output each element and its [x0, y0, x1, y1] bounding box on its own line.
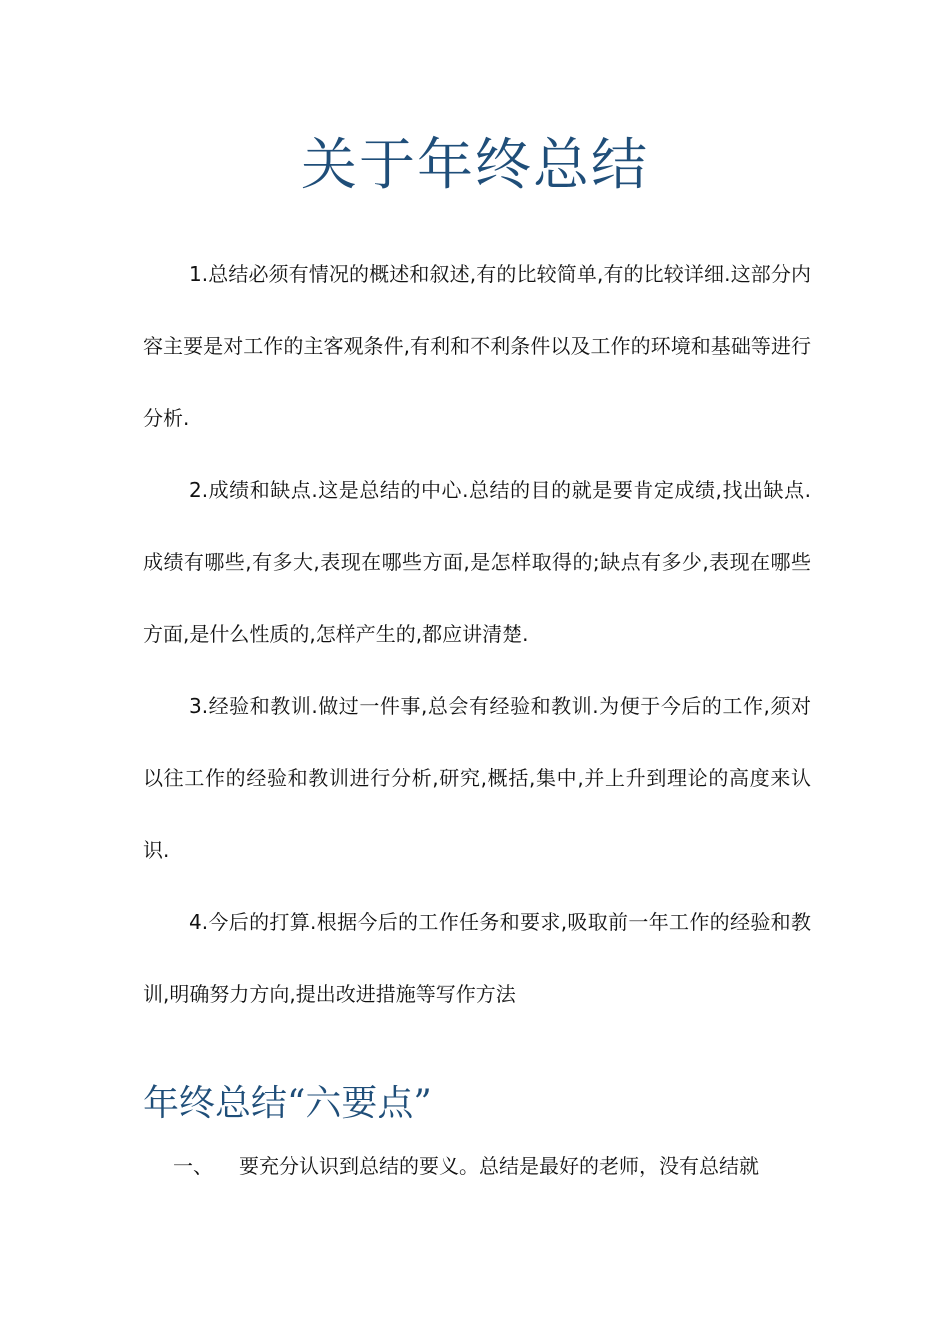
- paragraph-2: 2.成绩和缺点.这是总结的中心.总结的目的就是要肯定成绩,找出缺点.成绩有哪些,有多大,表现在哪些方面,是怎样取得的;缺点有多少,表现在哪些方面,是什么性质的,怎样产生的,都应讲清楚.: [143, 478, 811, 646]
- section-list-item: [143, 1144, 811, 1188]
- paragraph-1: 1.总结必须有情况的概述和叙述,有的比较简单,有的比较详细.这部分内容主要是对工作的主客观条件,有利和不利条件以及工作的环境和基础等进行分析.: [143, 262, 811, 430]
- list-marker: 一、: [173, 1154, 213, 1178]
- list-item-text: 要充分认识到总结的要义。总结是最好的老师，没有总结就: [239, 1154, 759, 1178]
- section-heading: 年终总结“六要点”: [143, 1083, 432, 1124]
- paragraph-4: 4.今后的打算.根据今后的工作任务和要求,吸取前一年工作的经验和教训,明确努力方向,提出改进措施等写作方法: [143, 910, 811, 1006]
- body-text: [143, 238, 811, 1030]
- paragraph-3: 3.经验和教训.做过一件事,总会有经验和教训.为便于今后的工作,须对以往工作的经验和教训进行分析,研究,概括,集中,并上升到理论的高度来认识.: [143, 694, 811, 862]
- document-title: 关于年终总结: [301, 133, 649, 198]
